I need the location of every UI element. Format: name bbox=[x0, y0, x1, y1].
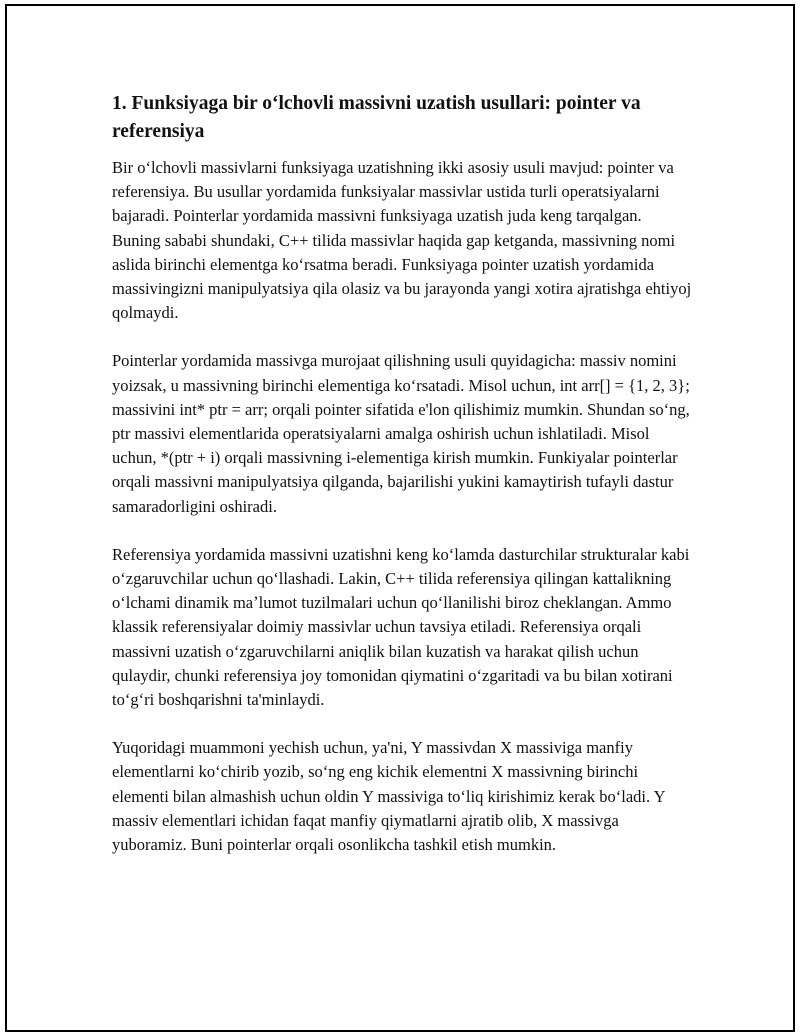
paragraph-1: Bir oʻlchovli massivlarni funksiyaga uzatishning ikki asosiy usuli mavjud: pointer va referensiya. Bu usullar yordamida funksiyalar massivlar ustida turli operatsiyalarni bajaradi. Pointerlar yordamida massivni funksiyaga uzatish juda keng tarqalgan. Buning sababi shundaki, C++ tilida massivlar haqida gap ketganda, massivning nomi aslida birinchi elementga koʻrsatma beradi. Funksiyaga pointer uzatish yordamida massivingizni manipulyatsiya qila olasiz va bu jarayonda yangi xotira ajratishga ehtiyoj qolmaydi. bbox=[112, 158, 692, 323]
paragraph-3: Referensiya yordamida massivni uzatishni keng koʻlamda dasturchilar strukturalar kabi oʻzgaruvchilar uchun qoʻllashadi. Lakin, C++ tilida referensiya qilingan kattalikning oʻlchami dinamik maʼlumot tuzilmalari uchun qoʻllanilishi biroz cheklangan. Ammo klassik referensiyalar doimiy massivlar uchun tavsiya etiladi. Referensiya orqali massivni uzatish oʻzgaruvchilarni aniqlik bilan kuzatish va harakat qilish uchun qulaydir, chunki referensiya joy tomonidan qiymatini oʻzgaritadi va bu bilan xotirani toʻgʻri boshqarishni ta'minlaydi. bbox=[112, 544, 690, 710]
paragraph-4: Yuqoridagi muammoni yechish uchun, ya'ni, Y massivdan X massiviga manfiy elementlarni koʻchirib yozib, soʻng eng kichik elementni X massivning birinchi elementi bilan almashish uchun oldin Y massiviga toʻliq kirishimiz kerak boʻladi. Y massiv elementlari ichidan faqat manfiy qiymatlarni ajratib olib, X massivga yuboramiz. Buni pointerlar orqali osonlikcha tashkil etish mumkin. bbox=[112, 738, 665, 855]
document-body bbox=[112, 90, 692, 881]
paragraph-2: Pointerlar yordamida massivga murojaat qilishning usuli quyidagicha: massiv nomini yoizsak, u massivning birinchi elementiga koʻrsatadi. Misol uchun, int arr[] = {1, 2, 3}; massivini int* ptr = arr; orqali pointer sifatida e'lon qilishimiz mumkin. Shundan soʻng, ptr massivi elementlarida operatsiyalarni amalga oshirish uchun ishlatiladi. Misol uchun, *(ptr + i) orqali massivning i-elementiga kirish mumkin. Funkiyalar pointerlar orqali massivni manipulyatsiya qilganda, bajarilishi yukini kamaytirish tufayli dastur samaradorligini oshiradi. bbox=[112, 351, 690, 516]
section-heading: 1. Funksiyaga bir oʻlchovli massivni uzatish usullari: pointer va referensiya bbox=[112, 93, 641, 142]
